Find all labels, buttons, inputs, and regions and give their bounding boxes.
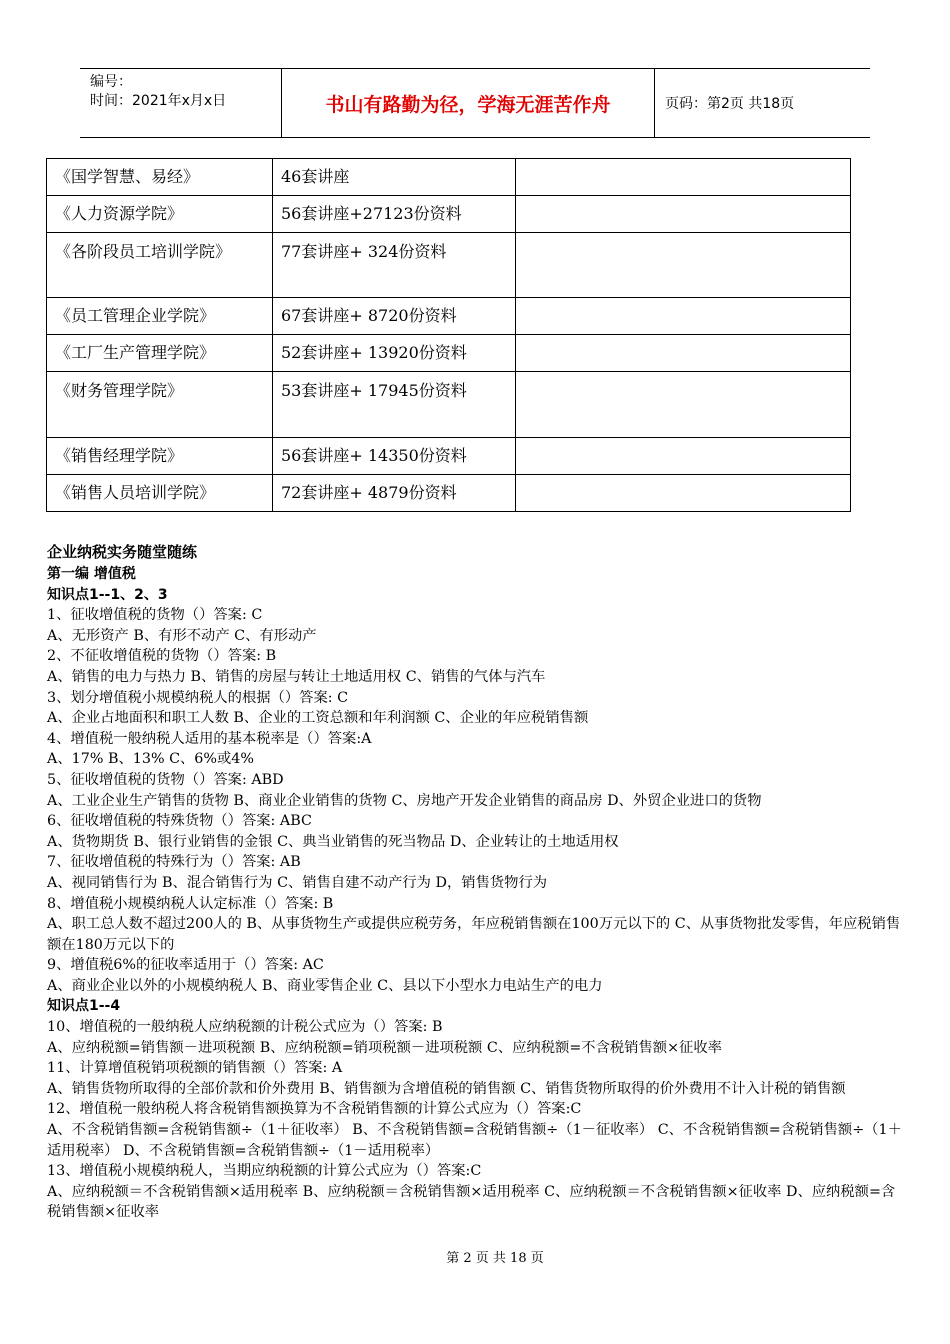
catalog-name-cell: 《财务管理学院》 [47, 372, 273, 438]
document-body [47, 540, 909, 1223]
question-line: 12、增值税一般纳税人将含税销售额换算为不含税销售额的计算公式应为（）答案:C [47, 1101, 582, 1118]
question-line: A、商业企业以外的小规模纳税人 B、商业零售企业 C、县以下小型水力电站生产的电力 [47, 977, 603, 994]
catalog-table [46, 158, 851, 512]
catalog-name-cell: 《销售人员培训学院》 [47, 475, 273, 512]
header-page-label: 页码：第2页 共18页 [665, 96, 795, 112]
table-row [47, 196, 851, 233]
table-row [47, 159, 851, 196]
catalog-extra-cell [516, 196, 851, 233]
question-line: A、视同销售行为 B、混合销售行为 C、销售自建不动产行为 D，销售货物行为 [47, 874, 548, 891]
catalog-extra-cell [516, 159, 851, 196]
part-title: 第一编 增值税 [47, 566, 136, 582]
question-line: A、企业占地面积和职工人数 B、企业的工资总额和年利润额 C、企业的年应税销售额 [47, 710, 589, 727]
catalog-name-cell: 《员工管理企业学院》 [47, 298, 273, 335]
catalog-extra-cell [516, 335, 851, 372]
catalog-extra-cell [516, 298, 851, 335]
question-line: A、无形资产 B、有形不动产 C、有形动产 [47, 627, 317, 644]
question-line: 6、征收增值税的特殊货物（）答案: ABC [47, 813, 312, 830]
section-title: 知识点1--4 [47, 998, 121, 1015]
question-line: A、工业企业生产销售的货物 B、商业企业销售的货物 C、房地产开发企业销售的商品房 D、外贸企业进口的货物 [47, 792, 762, 809]
table-row [47, 233, 851, 298]
table-row [47, 475, 851, 512]
question-line: 8、增值税小规模纳税人认定标准（）答案: B [47, 895, 334, 912]
doc-title: 企业纳税实务随堂随练 [47, 543, 198, 561]
catalog-content-cell: 67套讲座+ 8720份资料 [273, 298, 516, 335]
question-line: A、应纳税额=销售额－进项税额 B、应纳税额=销项税额－进项税额 C、应纳税额=不含税销售额×征收率 [47, 1039, 722, 1056]
header-motto: 书山有路勤为径，学海无涯苦作舟 [282, 69, 655, 137]
question-line: 5、征收增值税的货物（）答案: ABD [47, 771, 284, 788]
catalog-extra-cell [516, 233, 851, 298]
catalog-name-cell: 《销售经理学院》 [47, 438, 273, 475]
table-row [47, 298, 851, 335]
section-2-questions [47, 1017, 909, 1223]
catalog-content-cell: 56套讲座+27123份资料 [273, 196, 516, 233]
catalog-name-cell: 《国学智慧、易经》 [47, 159, 273, 196]
catalog-name-cell: 《工厂生产管理学院》 [47, 335, 273, 372]
question-line: A、职工总人数不超过200人的 B、从事货物生产或提供应税劳务，年应税销售额在100万元以下的 C、从事货物批发零售，年应税销售额在180万元以下的 [47, 916, 901, 953]
table-row [47, 438, 851, 475]
catalog-content-cell: 77套讲座+ 324份资料 [273, 233, 516, 298]
catalog-content-cell: 53套讲座+ 17945份资料 [273, 372, 516, 438]
header-info-cell [80, 69, 282, 137]
catalog-extra-cell [516, 372, 851, 438]
catalog-content-cell: 56套讲座+ 14350份资料 [273, 438, 516, 475]
question-line: A、应纳税额＝不含税销售额×适用税率 B、应纳税额＝含税销售额×适用税率 C、应纳税额＝不含税销售额×征收率 D、应纳税额=含税销售额×征收率 [47, 1183, 896, 1221]
question-line: A、销售货物所取得的全部价款和价外费用 B、销售额为含增值税的销售额 C、销售货物所取得的价外费用不计入计税的销售额 [47, 1080, 846, 1097]
question-line: A、17% B、13% C、6%或4% [47, 751, 254, 768]
catalog-content-cell: 72套讲座+ 4879份资料 [273, 475, 516, 512]
section-title: 知识点1--1、2、3 [47, 586, 168, 603]
question-line: 2、不征收增值税的货物（）答案: B [47, 648, 277, 665]
question-line: 10、增值税的一般纳税人应纳税额的计税公式应为（）答案: B [47, 1019, 443, 1036]
catalog-content-cell: 52套讲座+ 13920份资料 [273, 335, 516, 372]
question-line: 7、征收增值税的特殊行为（）答案: AB [47, 854, 301, 871]
question-line: A、销售的电力与热力 B、销售的房屋与转让土地适用权 C、销售的气体与汽车 [47, 668, 546, 685]
catalog-content-cell: 46套讲座 [273, 159, 516, 196]
number-label: 编号： [90, 74, 132, 90]
page-footer: 第 2 页 共 18 页 [446, 1251, 544, 1266]
table-row [47, 372, 851, 438]
catalog-extra-cell [516, 438, 851, 475]
catalog-extra-cell [516, 475, 851, 512]
table-row [47, 335, 851, 372]
question-line: 4、增值税一般纳税人适用的基本税率是（）答案:A [47, 730, 372, 747]
question-line: A、不含税销售额=含税销售额÷（1＋征收率） B、不含税销售额=含税销售额÷（1－征收率） C、不含税销售额=含税销售额÷（1＋适用税率） D、不含税销售额=含税销售额÷（1－适用税率） [47, 1122, 902, 1159]
question-line: 11、计算增值税销项税额的销售额（）答案: A [47, 1060, 343, 1077]
question-line: 13、增值税小规模纳税人，当期应纳税额的计算公式应为（）答案:C [47, 1163, 482, 1180]
section-1-questions [47, 605, 909, 996]
catalog-name-cell: 《各阶段员工培训学院》 [47, 233, 273, 298]
page-header [80, 68, 870, 138]
time-label: 时间：2021年x月x日 [90, 93, 227, 109]
question-line: 3、划分增值税小规模纳税人的根据（）答案: C [47, 689, 349, 706]
catalog-name-cell: 《人力资源学院》 [47, 196, 273, 233]
question-line: A、货物期货 B、银行业销售的金银 C、典当业销售的死当物品 D、企业转让的土地适用权 [47, 833, 619, 850]
question-line: 1、征收增值税的货物（）答案: C [47, 607, 263, 624]
question-line: 9、增值税6%的征收率适用于（）答案: AC [47, 957, 324, 974]
